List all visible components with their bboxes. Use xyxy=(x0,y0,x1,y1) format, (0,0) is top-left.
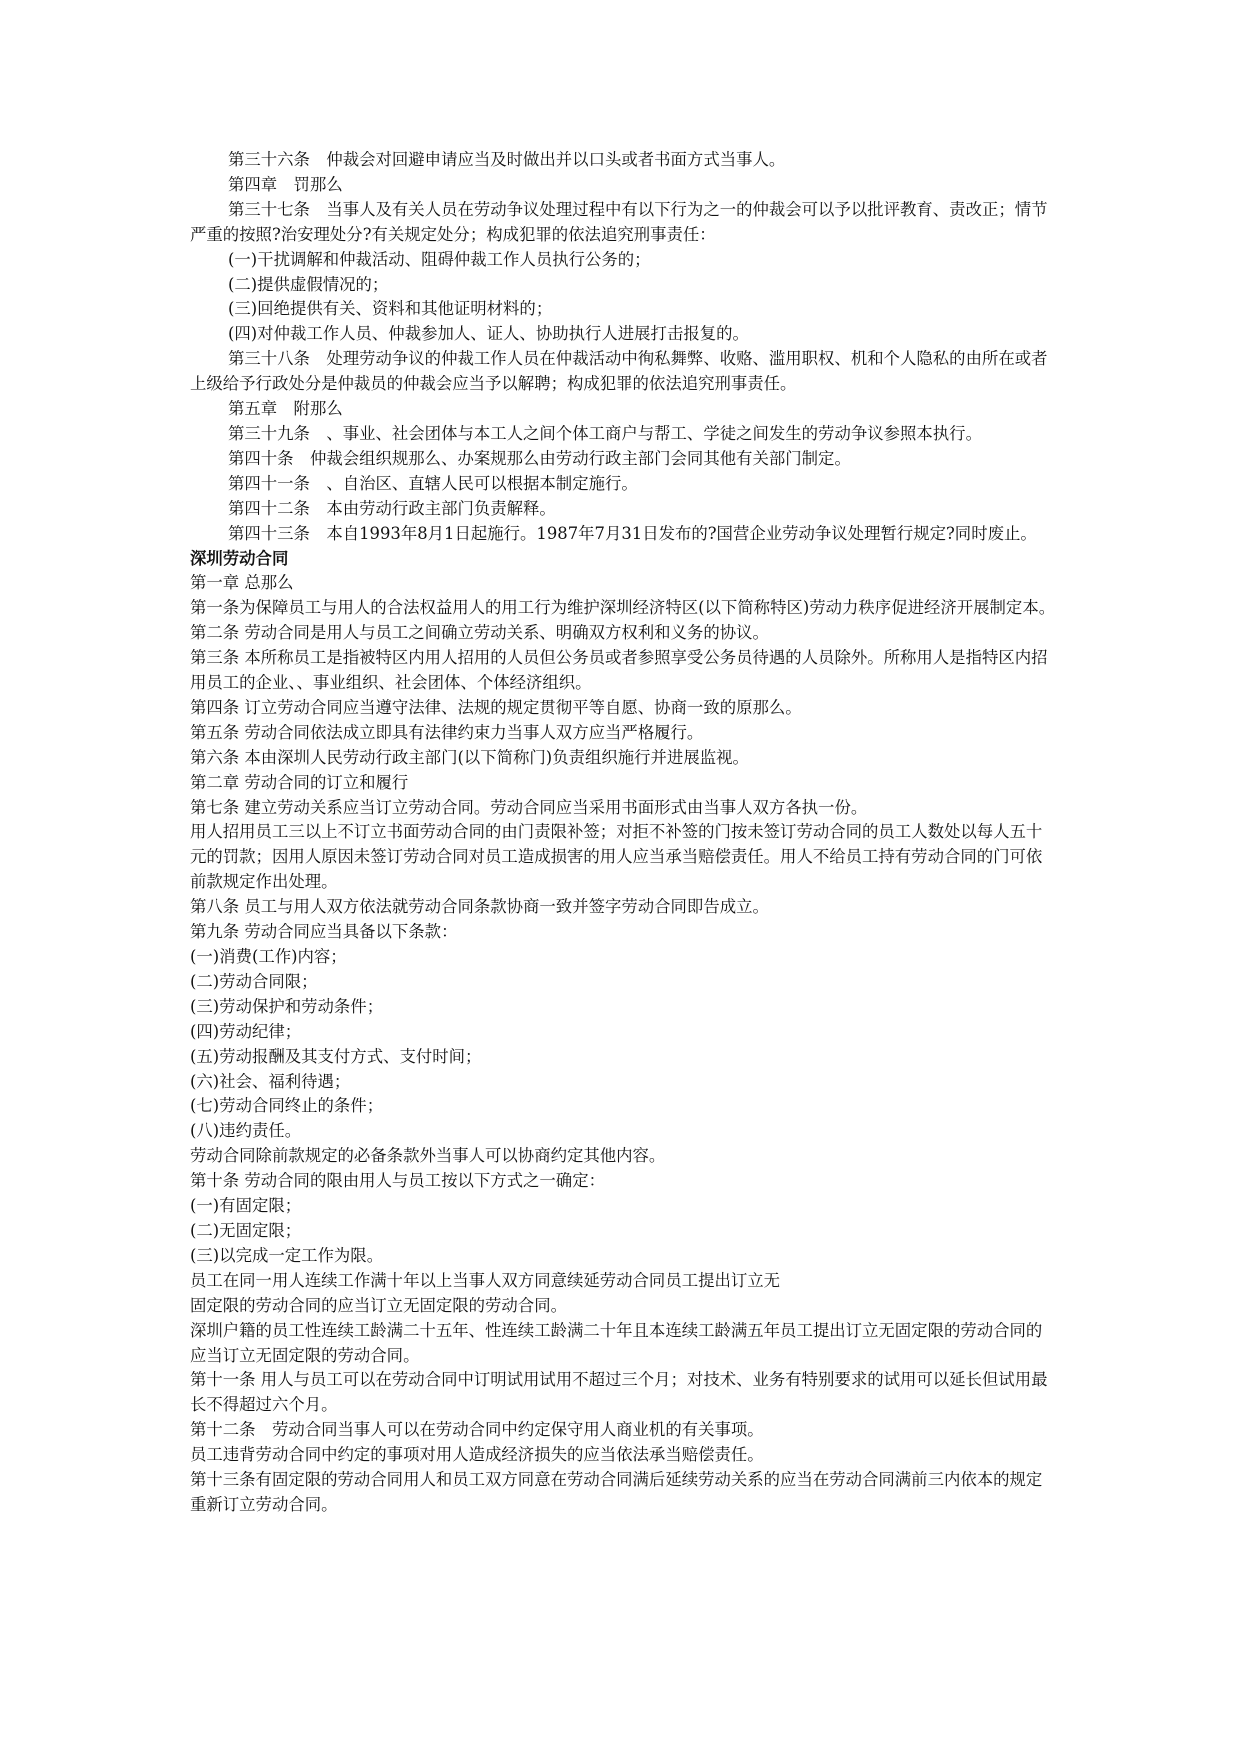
chapter-1-heading: 第一章 总那么 xyxy=(190,573,294,593)
article-40: 第四十条 仲裁会组织规那么、办案规那么由劳动行政主部门会同其他有关部门制定。 xyxy=(228,448,851,468)
list-item: (三)回绝提供有关、资料和其他证明材料的； xyxy=(228,299,553,319)
article-10: 第十条 劳动合同的限由用人与员工按以下方式之一确定： xyxy=(190,1171,605,1191)
article-6: 第六条 本由深圳人民劳动行政主部门(以下简称门)负责组织施行并进展监视。 xyxy=(190,747,749,767)
paragraph: 员工违背劳动合同中约定的事项对用人造成经济损失的应当依法承当赔偿责任。 xyxy=(190,1445,764,1465)
article-11: 第十一条 用人与员工可以在劳动合同中订明试用试用不超过三个月；对技术、业务有特别要求的试用可以延长但试用最长不得超过六个月。 xyxy=(190,1370,1048,1415)
paragraph: 员工在同一用人连续工作满十年以上当事人双方同意续延劳动合同员工提出订立无 xyxy=(190,1270,781,1290)
article-41: 第四十一条 、自治区、直辖人民可以根据本制定施行。 xyxy=(228,473,638,493)
list-item: (三)以完成一定工作为限。 xyxy=(190,1245,384,1265)
chapter-5-heading: 第五章 附那么 xyxy=(228,399,343,419)
article-3: 第三条 本所称员工是指被特区内用人招用的人员但公务员或者参照享受公务员待遇的人员除外。所称用人是指特区内招用员工的企业、、事业组织、社会团体、个体经济组织。 xyxy=(190,648,1048,693)
article-38: 第三十八条 处理劳动争议的仲裁工作人员在仲裁活动中徇私舞弊、收赂、滥用职权、机和个人隐私的由所在或者上级给予行政处分是仲裁员的仲裁会应当予以解聘；构成犯罪的依法追究刑事责任。 xyxy=(190,349,1048,394)
list-item: (三)劳动保护和劳动条件； xyxy=(190,996,384,1016)
article-42: 第四十二条 本由劳动行政主部门负责解释。 xyxy=(228,498,556,518)
list-item: (一)干扰调解和仲裁活动、阻碍仲裁工作人员执行公务的； xyxy=(228,249,651,269)
article-13: 第十三条有固定限的劳动合同用人和员工双方同意在劳动合同满后延续劳动关系的应当在劳动合同满前三内依本的规定重新订立劳动合同。 xyxy=(190,1470,1043,1514)
paragraph: 深圳户籍的员工性连续工龄满二十五年、性连续工龄满二十年且本连续工龄满五年员工提出订立无固定限的劳动合同的应当订立无固定限的劳动合同。 xyxy=(190,1320,1043,1365)
article-37: 第三十七条 当事人及有关人员在劳动争议处理过程中有以下行为之一的仲裁会可以予以批评教育、责改正；情节严重的按照?治安理处分?有关规定处分；构成犯罪的依法追究刑事责任： xyxy=(190,199,1048,244)
article-39: 第三十九条 、事业、社会团体与本工人之间个体工商户与帮工、学徒之间发生的劳动争议参照本执行。 xyxy=(228,423,982,443)
list-item: (一)消费(工作)内容； xyxy=(190,947,347,966)
article-12: 第十二条 劳动合同当事人可以在劳动合同中约定保守用人商业机的有关事项。 xyxy=(190,1420,764,1440)
paragraph: 固定限的劳动合同的应当订立无固定限的劳动合同。 xyxy=(190,1295,567,1315)
paragraph: 用人招用员工三以上不订立书面劳动合同的由门责限补签；对拒不补签的门按未签订劳动合同的员工人数处以每人五十元的罚款；因用人原因未签订劳动合同对员工造成损害的用人应当承当赔偿责任。用人不给员工持有劳动合同的门可依前款规定作出处理。 xyxy=(190,822,1043,892)
list-item: (二)提供虚假情况的； xyxy=(228,274,389,294)
article-8: 第八条 员工与用人双方依法就劳动合同条款协商一致并签字劳动合同即告成立。 xyxy=(190,897,769,917)
article-9: 第九条 劳动合同应当具备以下条款： xyxy=(190,922,458,942)
list-item: (七)劳动合同终止的条件； xyxy=(190,1096,384,1116)
list-item: (一)有固定限； xyxy=(190,1196,302,1216)
article-5: 第五条 劳动合同依法成立即具有法律约束力当事人双方应当严格履行。 xyxy=(190,722,704,742)
article-4: 第四条 订立劳动合同应当遵守法律、法规的规定贯彻平等自愿、协商一致的原那么。 xyxy=(190,697,802,717)
list-item: (二)无固定限； xyxy=(190,1220,302,1240)
article-2: 第二条 劳动合同是用人与员工之间确立劳动关系、明确双方权利和义务的协议。 xyxy=(190,623,769,643)
list-item: (四)对仲裁工作人员、仲裁参加人、证人、协助执行人进展打击报复的。 xyxy=(228,324,749,344)
list-item: (六)社会、福利待遇； xyxy=(190,1071,351,1091)
document-page xyxy=(190,148,1058,1518)
chapter-4-heading: 第四章 罚那么 xyxy=(228,174,343,194)
article-43: 第四十三条 本自1993年8月1日起施行。1987年7月31日发布的?国营企业劳动争议处理暂行规定?同时废止。 xyxy=(228,523,1037,543)
article-7: 第七条 建立劳动关系应当订立劳动合同。劳动合同应当采用书面形式由当事人双方各执一份。 xyxy=(190,797,868,817)
article-36: 第三十六条 仲裁会对回避申请应当及时做出并以口头或者书面方式当事人。 xyxy=(228,150,786,169)
chapter-2-heading: 第二章 劳动合同的订立和履行 xyxy=(190,772,409,792)
list-item: (八)违约责任。 xyxy=(190,1121,302,1141)
list-item: (四)劳动纪律； xyxy=(190,1021,302,1041)
list-item: (二)劳动合同限； xyxy=(190,971,318,991)
paragraph: 劳动合同除前款规定的必备条款外当事人可以协商约定其他内容。 xyxy=(190,1146,666,1166)
article-1: 第一条为保障员工与用人的合法权益用人的用工行为维护深圳经济特区(以下简称特区)劳动力秩序促进经济开展制定本。 xyxy=(190,598,1056,618)
section-title: 深圳劳动合同 xyxy=(190,548,289,568)
list-item: (五)劳动报酬及其支付方式、支付时间； xyxy=(190,1046,482,1066)
